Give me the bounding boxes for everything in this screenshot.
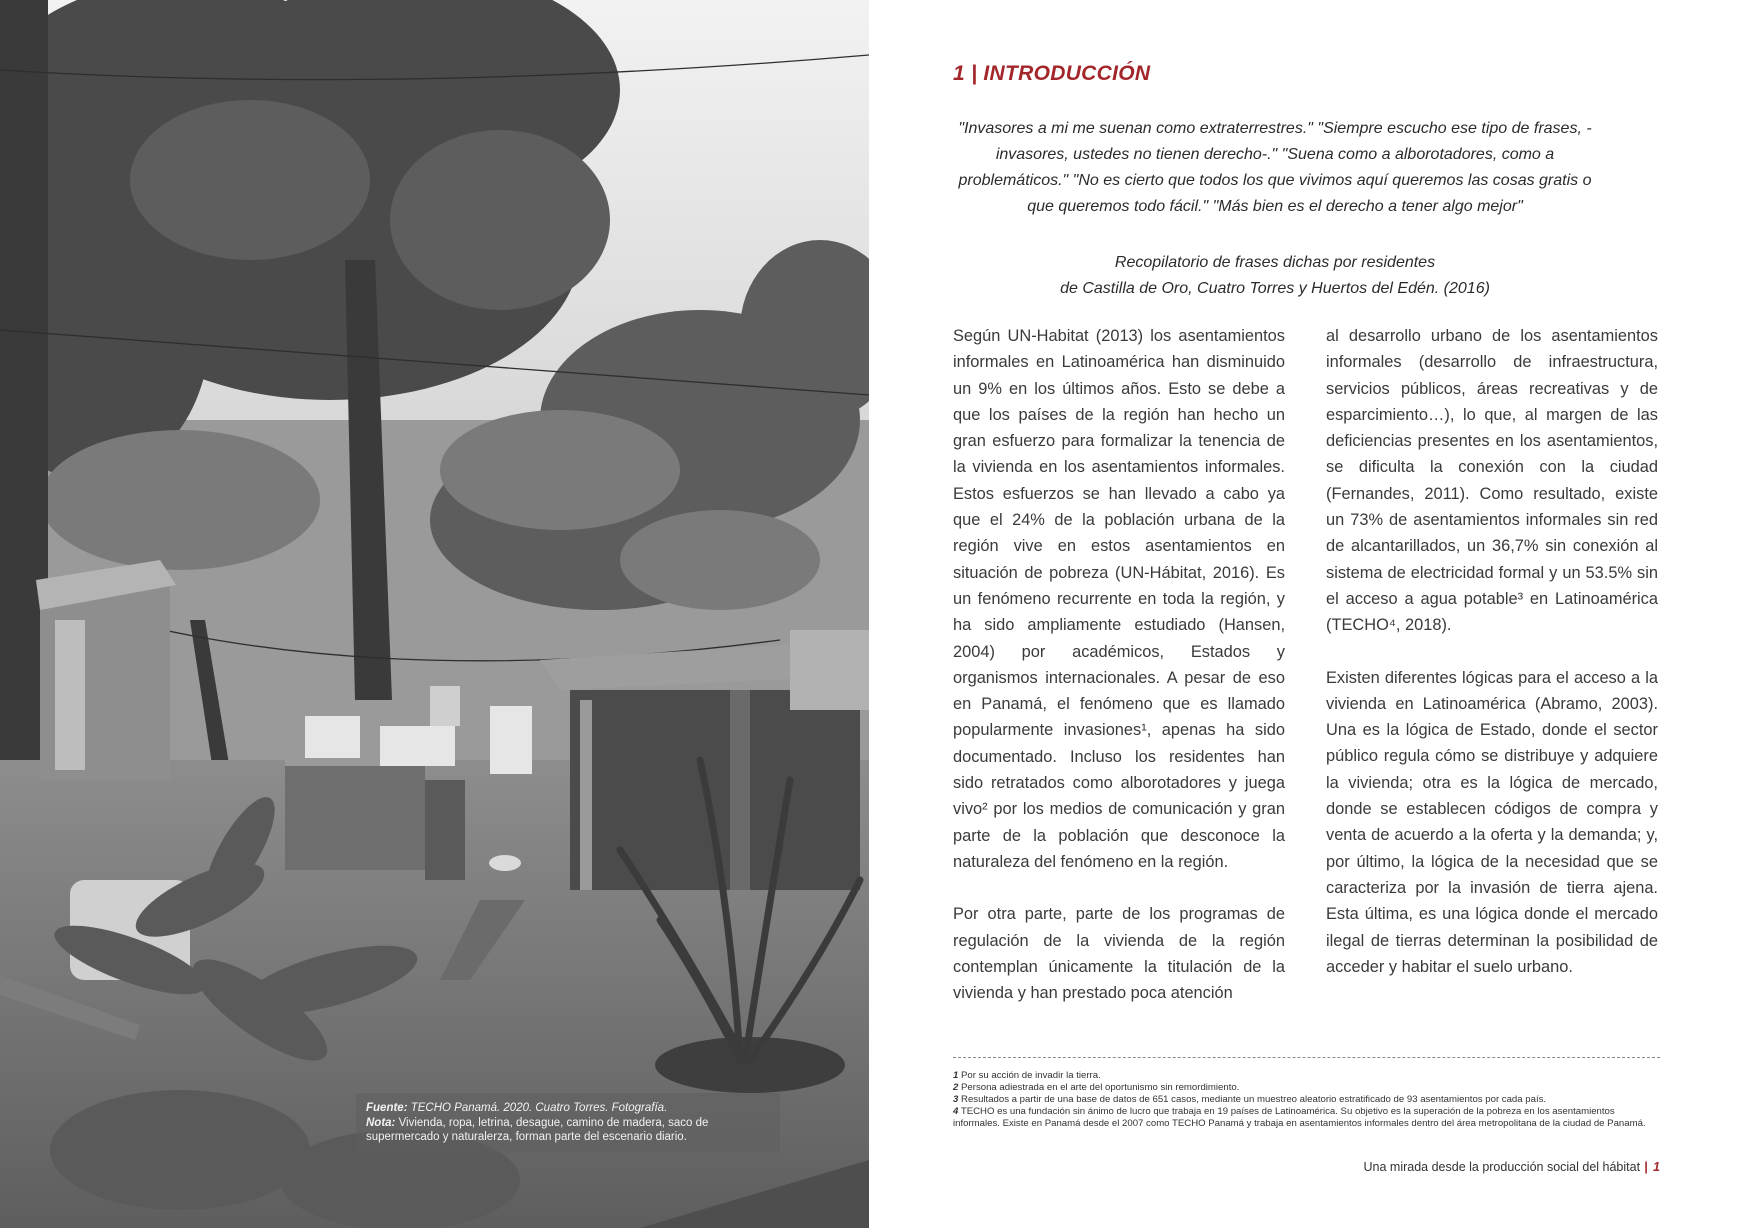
attribution-line-1: Recopilatorio de frases dichas por residentes xyxy=(1114,254,1436,271)
section-title: 1 | INTRODUCCIÓN xyxy=(953,62,1151,85)
footnote-number: 3 xyxy=(953,1094,959,1105)
body-paragraph: Según UN-Habitat (2013) los asentamientos informales en Latinoamérica han disminuido un 9% en los últimos años. Esto se debe a que los países de la región han hecho un gran esfuerzo para formalizar la tenencia de la vivienda en los asentamientos informales. Estos esfuerzos se han llevado a cabo ya que el 24% de la población urbana de la región vive en estos asentamientos en situación de pobreza (UN-Hábitat, 2016). Es un fenómeno recurrente en toda la región, y ha sido ampliamente estudiado (Hansen, 2004) por académicos, Estados y organismos internacionales. A pesar de eso en Panamá, el fenómeno que es llamado popularmente invasiones¹, apenas ha sido documentado. Incluso los residentes han sido retratados como alborotadores y juega vivo² por los medios de comunicación y gran parte de la población que desconoce la naturaleza del fenómeno en la región. xyxy=(953,327,1285,871)
footnote-number: 2 xyxy=(953,1082,959,1093)
epigraph-attribution xyxy=(955,250,1595,302)
footnote-divider xyxy=(953,1057,1660,1058)
body-paragraph: Por otra parte, parte de los programas de regulación de la vivienda de la región contemplan únicamente la titulación de la vivienda y han prestado poca atención xyxy=(953,905,1285,1003)
body-paragraph: al desarrollo urbano de los asentamientos informales (desarrollo de infraestructura, servicios públicos, áreas recreativas y de esparcimiento…), lo que, al margen de las deficiencias presentes en los asentamientos, se dificulta la conexión con la ciudad (Fernandes, 2011). Como resultado, existe un 73% de asentamientos informales sin red de alcantarillados, un 36,7% sin conexión al sistema de electricidad formal y un 53.5% sin el acceso a agua potable³ en Latinoamérica (TECHO⁴, 2018). xyxy=(1326,327,1658,635)
body-column-left xyxy=(953,323,1285,1032)
attribution-line-2: de Castilla de Oro, Cuatro Torres y Huertos del Edén. (2016) xyxy=(1060,280,1490,297)
footnote-text: Por su acción de invadir la tierra. xyxy=(961,1070,1101,1081)
footnote-item xyxy=(953,1106,1653,1130)
footnote-text: TECHO es una fundación sin ánimo de lucro que trabaja en 19 países de Latinoamérica. Su objetivo es la superación de la pobreza en los asentamientos informales. Existe en Panamá desde el 2007 como TECHO Panamá y trabaja en asentamientos informales dentro del área metropolitana de la ciudad de Panamá. xyxy=(953,1106,1646,1129)
page-number: 1 xyxy=(1653,1160,1660,1174)
footnote-number: 1 xyxy=(953,1070,959,1081)
footnote-text: Persona adiestrada en el arte del oportunismo sin remordimiento. xyxy=(961,1082,1240,1093)
epigraph-quote: "Invasores a mi me suenan como extraterrestres." "Siempre escucho ese tipo de frases, -invasores, ustedes no tienen derecho-." "Suena como a alborotadores, como a problemáticos." "No es cierto que todos los que vivimos aquí queremos las cosas gratis o que queremos todo fácil." "Más bien es el derecho a tener algo mejor" xyxy=(958,120,1592,215)
footnotes xyxy=(953,1070,1653,1130)
caption-source-label: Fuente: xyxy=(366,1102,408,1114)
caption-note-label: Nota: xyxy=(366,1116,396,1129)
footer-text: Una mirada desde la producción social del hábitat xyxy=(1363,1160,1641,1174)
footnote-item xyxy=(953,1094,1653,1106)
footer-separator: | xyxy=(1644,1160,1648,1174)
body-column-right xyxy=(1326,323,1658,1006)
body-paragraph: Existen diferentes lógicas para el acceso a la vivienda en Latinoamérica (Abramo, 2003). Una es la lógica de Estado, donde el sector público regula cómo se distribuye y adquiere la vivienda; otra es la lógica de mercado, donde se establecen códigos de compra y venta de acuerdo a la oferta y la demanda; y, por último, la lógica de la necesidad que se caracteriza por la invasión de tierra ajena. Esta última, es una lógica donde el mercado ilegal de tierras determinan la posibilidad de acceder y habitar el suelo urbano. xyxy=(1326,668,1658,976)
caption-note-text: Vivienda, ropa, letrina, desague, camino de madera, saco de supermercado y naturalerza, forman parte del escenario diario. xyxy=(366,1116,709,1143)
caption-source-text: TECHO Panamá. 2020. Cuatro Torres. Fotografía. xyxy=(410,1102,668,1114)
footnote-item xyxy=(953,1070,1653,1082)
page-footer xyxy=(1300,1160,1660,1174)
footnote-item xyxy=(953,1082,1653,1094)
photo-caption xyxy=(356,1093,780,1153)
footnote-text: Resultados a partir de una base de datos de 651 casos, mediante un muestreo aleatorio estratificado de 93 asentamientos por cada país. xyxy=(961,1094,1547,1105)
footnote-number: 4 xyxy=(953,1106,959,1117)
